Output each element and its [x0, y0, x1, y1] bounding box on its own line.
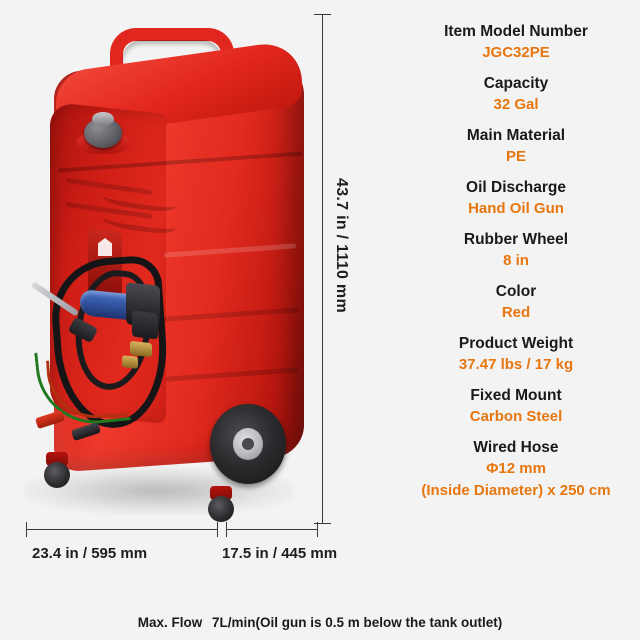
dimension-tick — [314, 14, 331, 15]
dimension-tick — [317, 522, 318, 537]
spec-value: JGC32PE — [482, 44, 550, 61]
spec-label: Product Weight — [458, 335, 574, 352]
spec-item-rubber-wheel — [392, 230, 640, 271]
max-flow-label: Max. Flow — [137, 615, 203, 630]
spec-item-wired-hose — [392, 438, 640, 501]
spec-value: Hand Oil Gun — [468, 200, 564, 217]
spec-value: PE — [505, 148, 526, 165]
height-dimension-label: 43.7 in / 1110 mm — [333, 178, 350, 313]
spec-value: 32 Gal — [493, 96, 539, 113]
spec-value: 8 in — [503, 252, 529, 269]
spec-item-fixed-mount — [392, 386, 640, 427]
spec-item-oil-discharge — [392, 178, 640, 219]
filler-cap-top — [92, 112, 114, 126]
spec-value-detail: (Inside Diameter) x 250 cm — [421, 482, 611, 499]
spec-label: Fixed Mount — [470, 387, 562, 404]
spec-item-main-material — [392, 126, 640, 167]
spec-label: Main Material — [466, 127, 566, 144]
max-flow-value: 7L/min(Oil gun is 0.5 m below the tank outlet) — [212, 615, 503, 630]
spec-value: 37.47 lbs / 17 kg — [458, 356, 574, 373]
spec-label: Item Model Number — [444, 23, 588, 40]
brass-fitting — [130, 341, 152, 357]
max-flow-note — [0, 614, 640, 632]
spec-label: Color — [495, 283, 537, 300]
depth-dimension-line — [226, 529, 318, 530]
height-dimension-line — [322, 14, 323, 524]
fuel-tank-illustration — [14, 12, 314, 524]
caster-wheel — [208, 496, 234, 522]
spec-label: Capacity — [483, 75, 549, 92]
caster-wheel — [44, 462, 70, 488]
spec-value: Carbon Steel — [469, 408, 563, 425]
spec-label: Rubber Wheel — [463, 231, 569, 248]
spec-item-capacity — [392, 74, 640, 115]
flow-meter — [132, 311, 158, 340]
spec-item-color — [392, 282, 640, 323]
dimension-tick — [26, 522, 27, 537]
spec-label: Oil Discharge — [466, 179, 566, 196]
spec-value: Φ12 mm — [486, 460, 546, 477]
dimension-tick — [226, 522, 227, 537]
width-dimension-label: 23.4 in / 595 mm — [32, 545, 148, 562]
depth-dimension-label: 17.5 in / 445 mm — [222, 545, 338, 562]
spec-label: Wired Hose — [473, 439, 559, 456]
dimension-tick — [217, 522, 218, 537]
spec-item-model-number — [392, 22, 640, 63]
spec-item-product-weight — [392, 334, 640, 375]
wheel-hub-center — [242, 438, 254, 450]
spec-value: Red — [501, 304, 531, 321]
width-dimension-line — [26, 529, 218, 530]
specification-list — [392, 0, 640, 596]
